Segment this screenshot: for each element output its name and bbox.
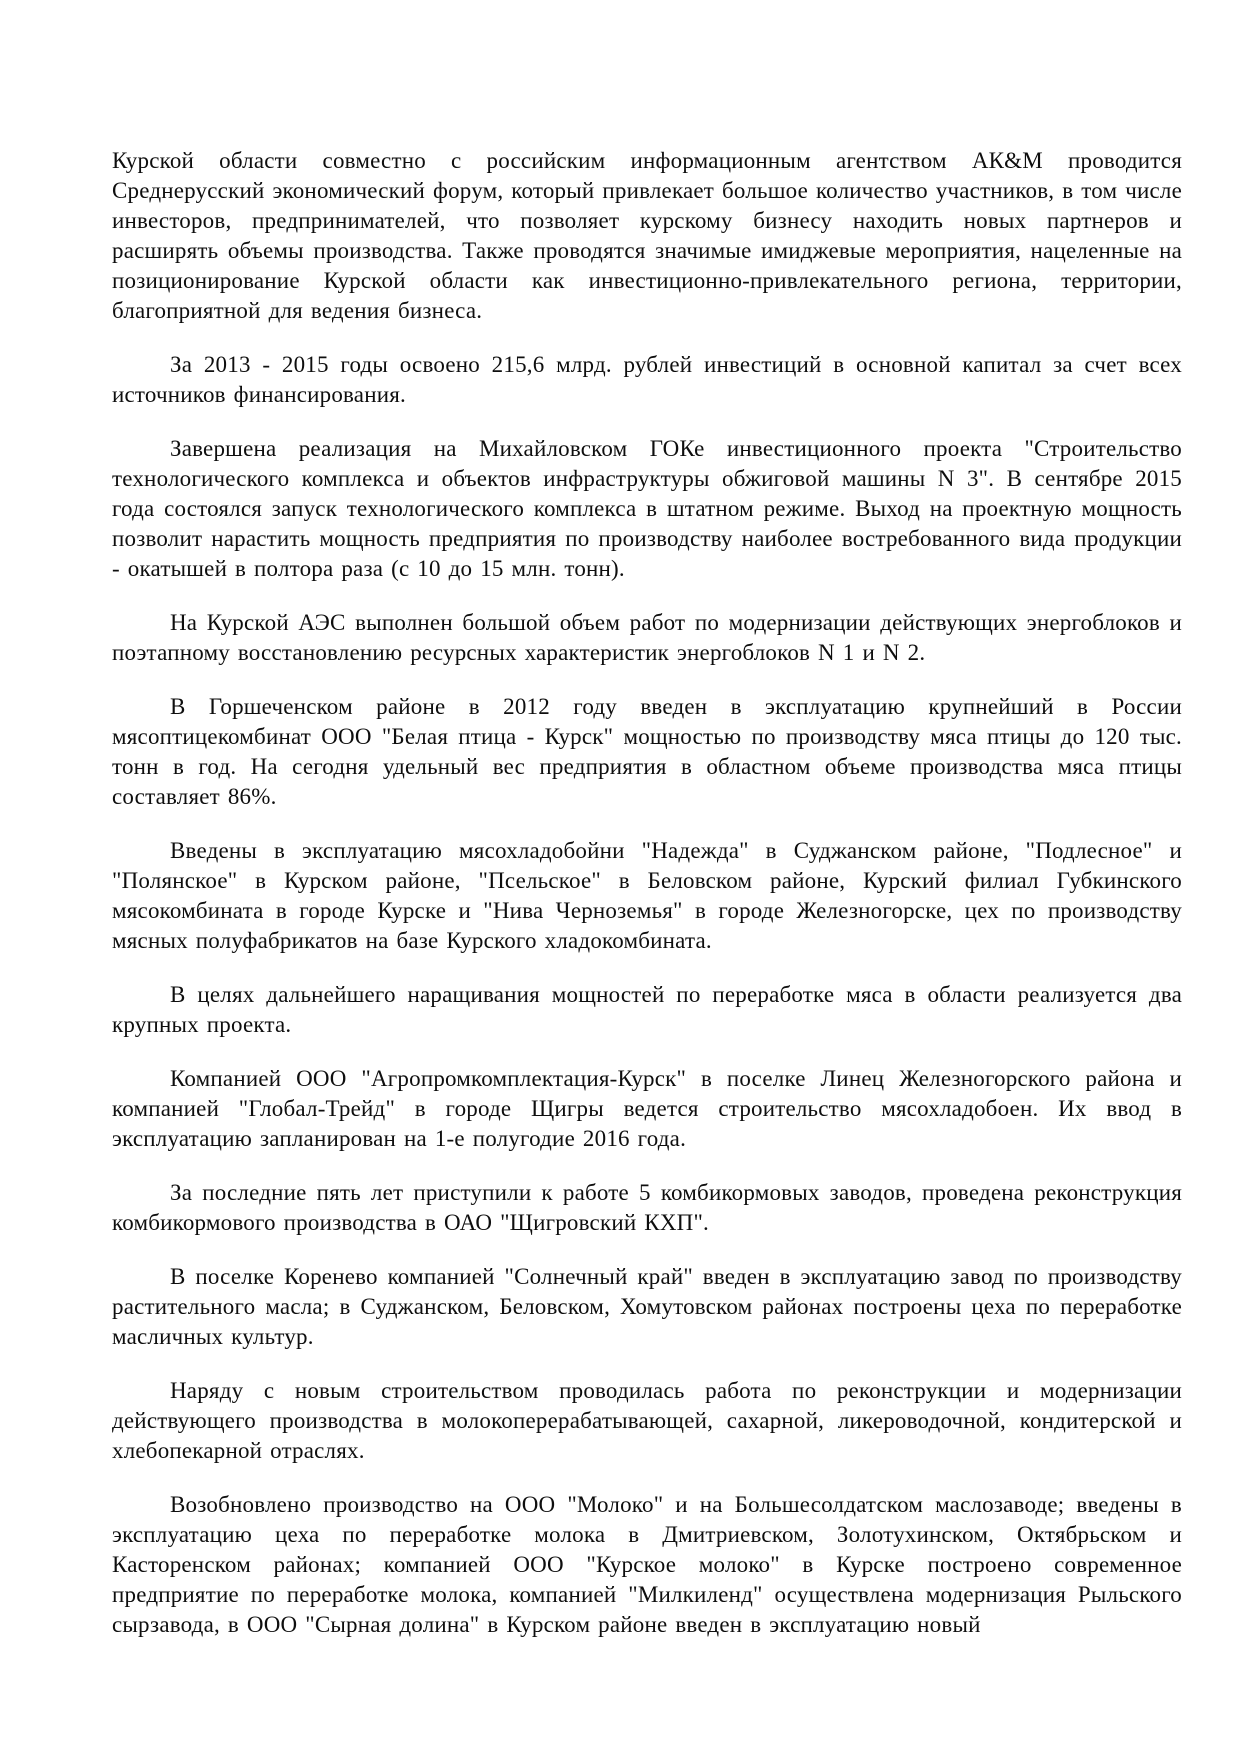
paragraph-7: В целях дальнейшего наращивания мощностей по переработке мяса в области реализуется два крупных проекта. [112, 982, 1182, 1037]
paragraph-11: Наряду с новым строительством проводилась работа по реконструкции и модернизации действующего производства в молокоперерабатывающей, сахарной, ликероводочной, кондитерской и хлебопекарной отраслях. [112, 1378, 1182, 1463]
paragraph-8: Компанией ООО "Агропромкомплектация-Курск" в поселке Линец Железногорского района и компанией "Глобал-Трейд" в городе Щигры ведется строительство мясохладобоен. Их ввод в эксплуатацию запланирован на 1-е полугодие 2016 года. [112, 1066, 1182, 1151]
paragraph-5: В Горшеченском районе в 2012 году введен в эксплуатацию крупнейший в России мясоптицекомбинат ООО "Белая птица - Курск" мощностью по производству мяса птицы до 120 тыс. тонн в год. На сегодня удельный вес предприятия в областном объеме производства мяса птицы составляет 86%. [112, 694, 1182, 809]
paragraph-3: Завершена реализация на Михайловском ГОКе инвестиционного проекта "Строительство технологического комплекса и объектов инфраструктуры обжиговой машины N 3". В сентябре 2015 года состоялся запуск технологического комплекса в штатном режиме. Выход на проектную мощность позволит нарастить мощность предприятия по производству наиболее востребованного вида продукции - окатышей в полтора раза (с 10 до 15 млн. тонн). [112, 436, 1182, 581]
paragraph-9: За последние пять лет приступили к работе 5 комбикормовых заводов, проведена реконструкция комбикормового производства в ОАО "Щигровский КХП". [112, 1180, 1182, 1235]
paragraph-1: Курской области совместно с российским информационным агентством АК&М проводится Среднерусский экономический форум, который привлекает большое количество участников, в том числе инвесторов, предпринимателей, что позволяет курскому бизнесу находить новых партнеров и расширять объемы производства. Также проводятся значимые имиджевые мероприятия, нацеленные на позиционирование Курской области как инвестиционно-привлекательного региона, территории, благоприятной для ведения бизнеса. [112, 148, 1182, 323]
paragraph-10: В поселке Коренево компанией "Солнечный край" введен в эксплуатацию завод по производству растительного масла; в Суджанском, Беловском, Хомутовском районах построены цеха по переработке масличных культур. [112, 1264, 1182, 1349]
paragraph-6: Введены в эксплуатацию мясохладобойни "Надежда" в Суджанском районе, "Подлесное" и "Полянское" в Курском районе, "Псельское" в Беловском районе, Курский филиал Губкинского мясокомбината в городе Курске и "Нива Черноземья" в городе Железногорске, цех по производству мясных полуфабрикатов на базе Курского хладокомбината. [112, 838, 1182, 953]
paragraph-2: За 2013 - 2015 годы освоено 215,6 млрд. рублей инвестиций в основной капитал за счет всех источников финансирования. [112, 352, 1182, 407]
paragraph-12: Возобновлено производство на ООО "Молоко" и на Большесолдатском маслозаводе; введены в эксплуатацию цеха по переработке молока в Дмитриевском, Золотухинском, Октябрьском и Касторенском районах; компанией ООО "Курское молоко" в Курске построено современное предприятие по переработке молока, компанией "Милкиленд" осуществлена модернизация Рыльского сырзавода, в ООО "Сырная долина" в Курском районе введен в эксплуатацию новый [112, 1492, 1182, 1637]
document-text-block [112, 146, 1182, 1640]
paragraph-4: На Курской АЭС выполнен большой объем работ по модернизации действующих энергоблоков и поэтапному восстановлению ресурсных характеристик энергоблоков N 1 и N 2. [112, 610, 1182, 665]
